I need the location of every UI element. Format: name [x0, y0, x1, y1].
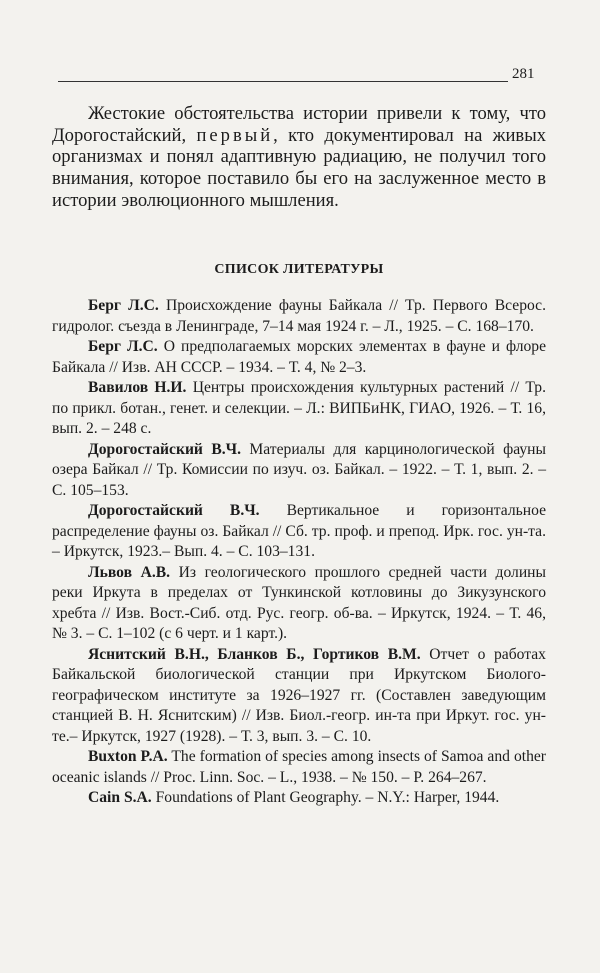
reference-text: The formation of species among insects of Samoa and other oceanic islands // Proc. Linn. Soc. – L., 1938. – № 150. – P. 264–267.	[52, 748, 546, 786]
reference-text: Центры происхождения культурных растений // Тр. по прикл. ботан., генет. и селекции. – Л.: ВИПБиНК, ГИАО, 1926. – Т. 16, вып. 2. – 248 с.	[52, 379, 547, 437]
reference-text: Foundations of Plant Geography. – N.Y.: Harper, 1944.	[155, 789, 500, 806]
reference-item	[52, 337, 546, 378]
intro-text	[52, 103, 546, 212]
reference-author: Дорогостайский В.Ч.	[88, 502, 260, 519]
header-rule	[58, 81, 508, 82]
reference-list	[52, 296, 546, 809]
reference-author: Львов А.В.	[88, 563, 171, 581]
reference-item	[52, 378, 546, 440]
reference-text: О предполагаемых морских элементах в фауне и флоре Байкала // Изв. АН СССР. – 1934. – Т. 4, № 2–3.	[52, 338, 547, 376]
reference-author: Яснитский В.Н., Бланков Б., Гортиков В.М.	[88, 645, 421, 663]
reference-item	[52, 501, 546, 563]
reference-author: Вавилов Н.И.	[88, 379, 187, 396]
reference-item	[52, 563, 546, 645]
reference-item	[52, 645, 546, 748]
reference-text: Отчет о работах Байкальской биологической станции при Иркутском Биолого-географическом институте за 1926–1927 гг. (Составлен заведующим станцией В. Н. Яснитским) // Изв. Биол.-геогр. ин-та при Иркут. гос. ун-те.– Иркутск, 1927 (1928). – Т. 3, вып. 3. – С. 10.	[52, 645, 546, 745]
reference-item	[52, 440, 546, 502]
bibliography-heading: СПИСОК ЛИТЕРАТУРЫ	[214, 262, 384, 277]
reference-author: Берг Л.С.	[88, 338, 158, 355]
reference-text: Вертикальное и горизонтальное распределение фауны оз. Байкал // Сб. тр. проф. и препод. Ирк. гос. ун-та. – Иркутск, 1923.– Вып. 4. – С. 103–131.	[52, 502, 546, 560]
intro-spaced-word: первый	[196, 124, 274, 146]
reference-author: Buxton P.A.	[88, 748, 168, 765]
page-number: 281	[512, 66, 535, 82]
intro-text-part2: , кто документировал на живых организмах и понял адаптивную радиацию, не получил того внимания, которое поставило бы его на заслуженное место в истории эволюционного мышления.	[52, 124, 546, 211]
reference-text: Из геологического прошлого средней части долины реки Иркута в пределах от Тункинской котловины до Зикузунского хребта // Изв. Вост.-Сиб. отд. Рус. геогр. об-ва. – Иркутск, 1924. – Т. 46, № 3. – С. 1–102 (с 6 черт. и 1 карт.).	[52, 563, 546, 642]
intro-text-part1: Жестокие обстоятельства истории привели к тому, что Дорогостайский,	[52, 103, 546, 146]
reference-text: Материалы для карцинологической фауны озера Байкал // Тр. Комиссии по изуч. оз. Байкал. – 1922. – Т. 1, вып. 2. – С. 105–153.	[52, 440, 546, 499]
reference-author: Cain S.A.	[88, 789, 152, 806]
reference-item	[52, 747, 546, 788]
reference-item	[52, 788, 546, 809]
reference-item	[52, 296, 546, 337]
reference-author: Дорогостайский В.Ч.	[88, 440, 241, 458]
intro-paragraph	[52, 103, 546, 212]
reference-author: Берг Л.С.	[88, 297, 159, 314]
reference-text: Происхождение фауны Байкала // Тр. Первого Всерос. гидролог. съезда в Ленинграде, 7–14 мая 1924 г. – Л., 1925. – С. 168–170.	[52, 297, 547, 335]
